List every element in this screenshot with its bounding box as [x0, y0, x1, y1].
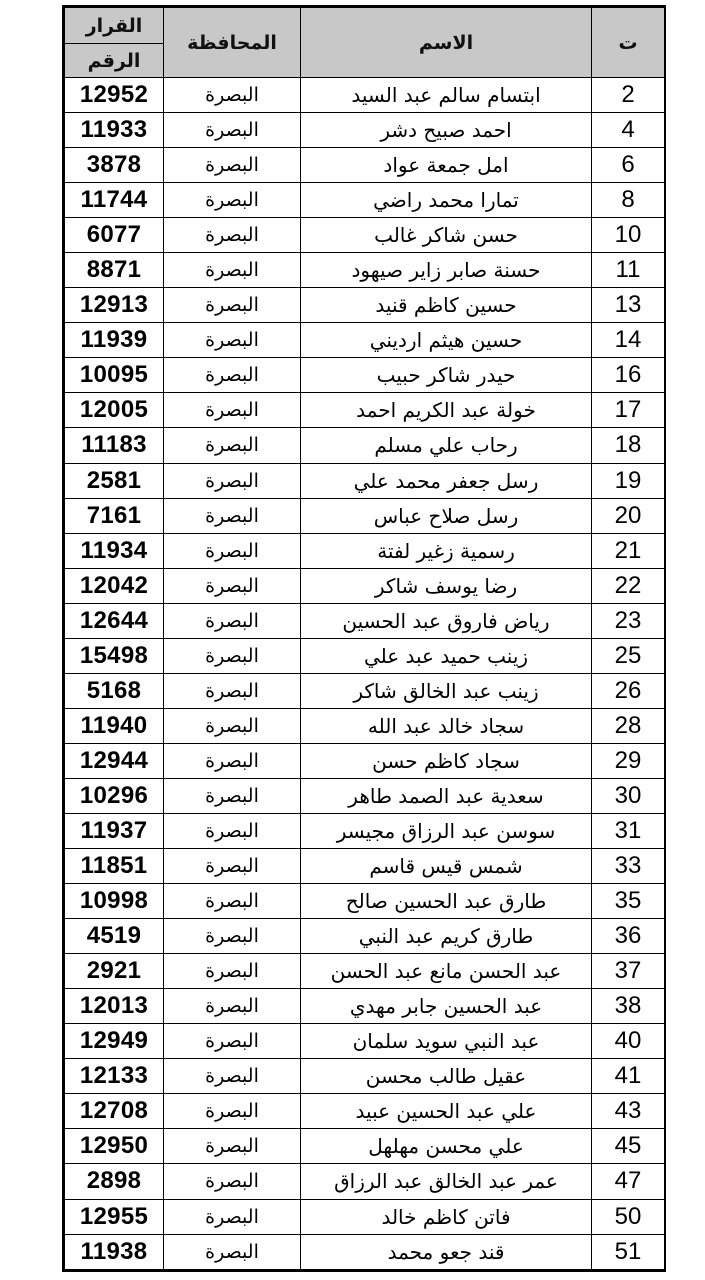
- governorate-cell: البصرة: [164, 1059, 301, 1094]
- decision-number-cell: 12042: [65, 568, 164, 603]
- decision-number-cell: 6077: [65, 218, 164, 253]
- sequence-cell: 50: [592, 1199, 665, 1234]
- decision-number-cell: 11183: [65, 428, 164, 463]
- name-cell: رحاب علي مسلم: [301, 428, 592, 463]
- sequence-cell: 21: [592, 533, 665, 568]
- table-row: [65, 393, 665, 428]
- decision-number-cell: 2581: [65, 463, 164, 498]
- sequence-cell: 45: [592, 1129, 665, 1164]
- sequence-cell: 13: [592, 288, 665, 323]
- name-cell: سعدية عبد الصمد طاهر: [301, 778, 592, 813]
- table-row: [65, 78, 665, 113]
- table-row: [65, 1199, 665, 1234]
- name-cell: سوسن عبد الرزاق مجيسر: [301, 813, 592, 848]
- decision-number-cell: 11939: [65, 323, 164, 358]
- header-seq: ت: [592, 8, 665, 78]
- table-row: [65, 884, 665, 919]
- name-cell: قند جعو محمد: [301, 1234, 592, 1269]
- sequence-cell: 8: [592, 183, 665, 218]
- governorate-cell: البصرة: [164, 1164, 301, 1199]
- decision-number-cell: 12950: [65, 1129, 164, 1164]
- name-cell: عبد الحسين جابر مهدي: [301, 989, 592, 1024]
- governorate-cell: البصرة: [164, 498, 301, 533]
- name-cell: تمارا محمد راضي: [301, 183, 592, 218]
- name-cell: عمر عبد الخالق عبد الرزاق: [301, 1164, 592, 1199]
- name-cell: حسن شاكر غالب: [301, 218, 592, 253]
- table-row: [65, 1164, 665, 1199]
- name-cell: زينب عبد الخالق شاكر: [301, 673, 592, 708]
- document-table-sheet: [62, 5, 666, 1272]
- name-cell: رضا يوسف شاكر: [301, 568, 592, 603]
- name-cell: سجاد خالد عبد الله: [301, 708, 592, 743]
- decision-number-cell: 11934: [65, 533, 164, 568]
- decision-number-cell: 2898: [65, 1164, 164, 1199]
- name-cell: خولة عبد الكريم احمد: [301, 393, 592, 428]
- governorate-cell: البصرة: [164, 743, 301, 778]
- table-row: [65, 428, 665, 463]
- table-row: [65, 1059, 665, 1094]
- decision-number-cell: 10998: [65, 884, 164, 919]
- table-row: [65, 1094, 665, 1129]
- decision-number-cell: 12913: [65, 288, 164, 323]
- sequence-cell: 6: [592, 148, 665, 183]
- table-row: [65, 183, 665, 218]
- table-row: [65, 638, 665, 673]
- names-table: [64, 7, 665, 1270]
- header-governorate: المحافظة: [164, 8, 301, 78]
- table-row: [65, 498, 665, 533]
- table-row: [65, 778, 665, 813]
- decision-number-cell: 3878: [65, 148, 164, 183]
- name-cell: فاتن كاظم خالد: [301, 1199, 592, 1234]
- decision-number-cell: 11937: [65, 813, 164, 848]
- table-row: [65, 113, 665, 148]
- table-body: [65, 78, 665, 1270]
- governorate-cell: البصرة: [164, 463, 301, 498]
- governorate-cell: البصرة: [164, 1199, 301, 1234]
- sequence-cell: 26: [592, 673, 665, 708]
- name-cell: رسمية زغير لفتة: [301, 533, 592, 568]
- decision-number-cell: 12708: [65, 1094, 164, 1129]
- table-row: [65, 323, 665, 358]
- governorate-cell: البصرة: [164, 148, 301, 183]
- name-cell: حسين كاظم قنيد: [301, 288, 592, 323]
- name-cell: شمس قيس قاسم: [301, 849, 592, 884]
- sequence-cell: 31: [592, 813, 665, 848]
- table-row: [65, 253, 665, 288]
- governorate-cell: البصرة: [164, 428, 301, 463]
- sequence-cell: 35: [592, 884, 665, 919]
- governorate-cell: البصرة: [164, 954, 301, 989]
- name-cell: علي عبد الحسين عبيد: [301, 1094, 592, 1129]
- table-row: [65, 849, 665, 884]
- governorate-cell: البصرة: [164, 393, 301, 428]
- governorate-cell: البصرة: [164, 533, 301, 568]
- name-cell: طارق عبد الحسين صالح: [301, 884, 592, 919]
- sequence-cell: 18: [592, 428, 665, 463]
- decision-number-cell: 7161: [65, 498, 164, 533]
- sequence-cell: 33: [592, 849, 665, 884]
- decision-number-cell: 12644: [65, 603, 164, 638]
- name-cell: ابتسام سالم عبد السيد: [301, 78, 592, 113]
- decision-number-cell: 12955: [65, 1199, 164, 1234]
- header-row-top: [65, 8, 665, 44]
- table-row: [65, 148, 665, 183]
- decision-number-cell: 5168: [65, 673, 164, 708]
- decision-number-cell: 12133: [65, 1059, 164, 1094]
- sequence-cell: 30: [592, 778, 665, 813]
- sequence-cell: 47: [592, 1164, 665, 1199]
- table-row: [65, 919, 665, 954]
- sequence-cell: 51: [592, 1234, 665, 1269]
- table-row: [65, 743, 665, 778]
- decision-number-cell: 8871: [65, 253, 164, 288]
- decision-number-cell: 4519: [65, 919, 164, 954]
- sequence-cell: 28: [592, 708, 665, 743]
- table-row: [65, 813, 665, 848]
- name-cell: رياض فاروق عبد الحسين: [301, 603, 592, 638]
- name-cell: علي محسن مهلهل: [301, 1129, 592, 1164]
- name-cell: احمد صبيح دشر: [301, 113, 592, 148]
- sequence-cell: 43: [592, 1094, 665, 1129]
- decision-number-cell: 12005: [65, 393, 164, 428]
- table-row: [65, 708, 665, 743]
- decision-number-cell: 12952: [65, 78, 164, 113]
- sequence-cell: 29: [592, 743, 665, 778]
- sequence-cell: 14: [592, 323, 665, 358]
- name-cell: امل جمعة عواد: [301, 148, 592, 183]
- sequence-cell: 16: [592, 358, 665, 393]
- governorate-cell: البصرة: [164, 253, 301, 288]
- name-cell: حسنة صابر زاير صيهود: [301, 253, 592, 288]
- decision-number-cell: 11744: [65, 183, 164, 218]
- governorate-cell: البصرة: [164, 884, 301, 919]
- decision-number-cell: 11938: [65, 1234, 164, 1269]
- table-row: [65, 989, 665, 1024]
- name-cell: عقيل طالب محسن: [301, 1059, 592, 1094]
- sequence-cell: 37: [592, 954, 665, 989]
- decision-number-cell: 10296: [65, 778, 164, 813]
- governorate-cell: البصرة: [164, 1234, 301, 1269]
- decision-number-cell: 12944: [65, 743, 164, 778]
- header-decision: القرار: [65, 8, 164, 44]
- sequence-cell: 20: [592, 498, 665, 533]
- sequence-cell: 4: [592, 113, 665, 148]
- sequence-cell: 36: [592, 919, 665, 954]
- sequence-cell: 23: [592, 603, 665, 638]
- governorate-cell: البصرة: [164, 638, 301, 673]
- governorate-cell: البصرة: [164, 813, 301, 848]
- governorate-cell: البصرة: [164, 218, 301, 253]
- table-row: [65, 1234, 665, 1269]
- governorate-cell: البصرة: [164, 778, 301, 813]
- table-row: [65, 218, 665, 253]
- name-cell: رسل جعفر محمد علي: [301, 463, 592, 498]
- governorate-cell: البصرة: [164, 1129, 301, 1164]
- sequence-cell: 41: [592, 1059, 665, 1094]
- table-row: [65, 463, 665, 498]
- decision-number-cell: 11933: [65, 113, 164, 148]
- decision-number-cell: 2921: [65, 954, 164, 989]
- decision-number-cell: 10095: [65, 358, 164, 393]
- sequence-cell: 10: [592, 218, 665, 253]
- governorate-cell: البصرة: [164, 568, 301, 603]
- sequence-cell: 17: [592, 393, 665, 428]
- decision-number-cell: 11851: [65, 849, 164, 884]
- decision-number-cell: 11940: [65, 708, 164, 743]
- table-row: [65, 1129, 665, 1164]
- governorate-cell: البصرة: [164, 183, 301, 218]
- governorate-cell: البصرة: [164, 358, 301, 393]
- governorate-cell: البصرة: [164, 1094, 301, 1129]
- name-cell: حيدر شاكر حبيب: [301, 358, 592, 393]
- sequence-cell: 11: [592, 253, 665, 288]
- sequence-cell: 2: [592, 78, 665, 113]
- sequence-cell: 40: [592, 1024, 665, 1059]
- governorate-cell: البصرة: [164, 78, 301, 113]
- governorate-cell: البصرة: [164, 603, 301, 638]
- table-row: [65, 533, 665, 568]
- name-cell: زينب حميد عبد علي: [301, 638, 592, 673]
- decision-number-cell: 12949: [65, 1024, 164, 1059]
- governorate-cell: البصرة: [164, 673, 301, 708]
- table-row: [65, 673, 665, 708]
- governorate-cell: البصرة: [164, 113, 301, 148]
- name-cell: عبد الحسن مانع عبد الحسن: [301, 954, 592, 989]
- header-number: الرقم: [65, 44, 164, 78]
- governorate-cell: البصرة: [164, 1024, 301, 1059]
- table-row: [65, 954, 665, 989]
- name-cell: حسين هيثم ارديني: [301, 323, 592, 358]
- governorate-cell: البصرة: [164, 708, 301, 743]
- table-row: [65, 568, 665, 603]
- header-name: الاسم: [301, 8, 592, 78]
- sequence-cell: 19: [592, 463, 665, 498]
- table-row: [65, 358, 665, 393]
- sequence-cell: 22: [592, 568, 665, 603]
- governorate-cell: البصرة: [164, 323, 301, 358]
- decision-number-cell: 15498: [65, 638, 164, 673]
- governorate-cell: البصرة: [164, 849, 301, 884]
- table-row: [65, 1024, 665, 1059]
- sequence-cell: 38: [592, 989, 665, 1024]
- governorate-cell: البصرة: [164, 989, 301, 1024]
- name-cell: رسل صلاح عباس: [301, 498, 592, 533]
- name-cell: عبد النبي سويد سلمان: [301, 1024, 592, 1059]
- decision-number-cell: 12013: [65, 989, 164, 1024]
- sequence-cell: 25: [592, 638, 665, 673]
- name-cell: طارق كريم عبد النبي: [301, 919, 592, 954]
- table-row: [65, 288, 665, 323]
- governorate-cell: البصرة: [164, 288, 301, 323]
- table-row: [65, 603, 665, 638]
- governorate-cell: البصرة: [164, 919, 301, 954]
- name-cell: سجاد كاظم حسن: [301, 743, 592, 778]
